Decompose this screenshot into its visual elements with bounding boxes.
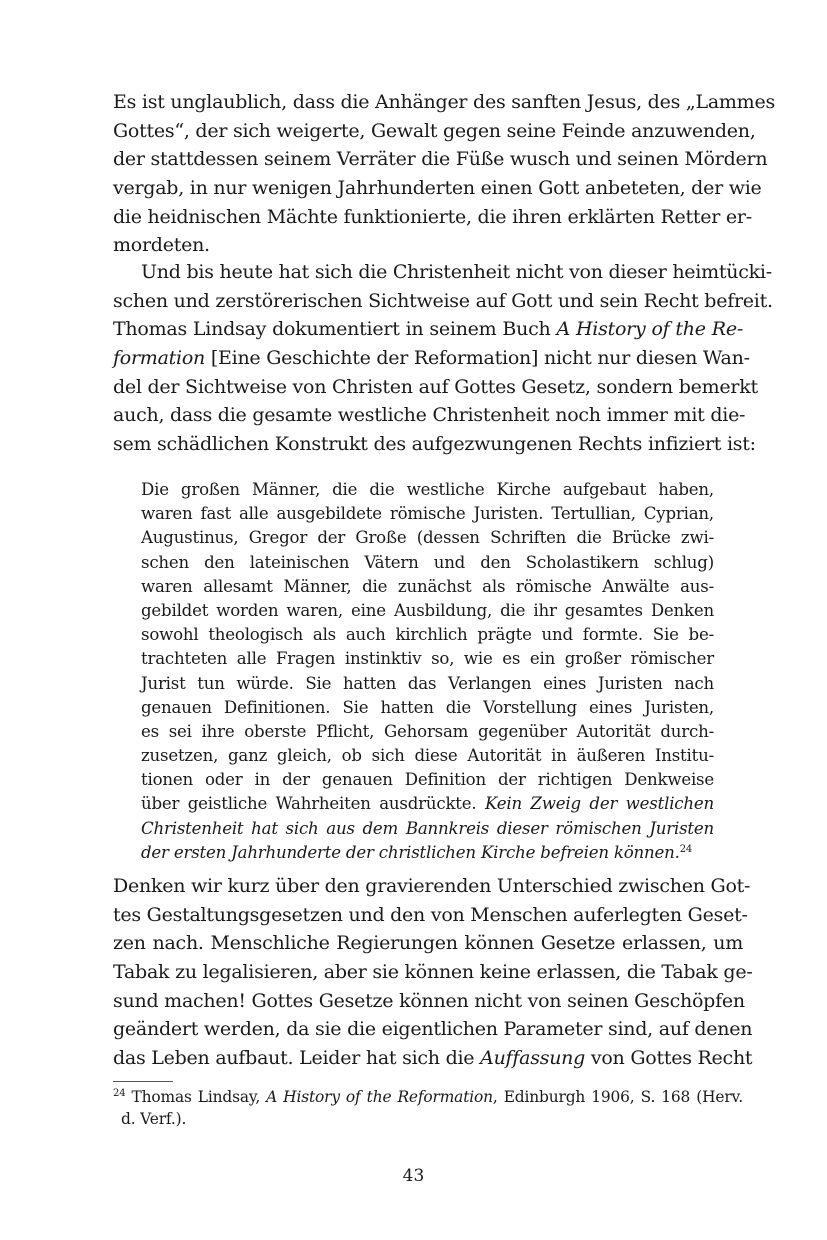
text-line: die heidnischen Mächte funktionierte, die ihren erklärten Retter er- <box>113 205 752 228</box>
text-run: das Leben aufbaut. Leider hat sich die <box>113 1047 481 1070</box>
footnote-details: , Edinburgh 1906, S. 168 (Herv. <box>492 1088 743 1106</box>
text-line <box>113 315 743 344</box>
footnote-line <box>113 1086 743 1108</box>
quote-line: genauen Definitionen. Sie hatten die Vorstellung eines Juristen, <box>141 697 714 717</box>
text-line <box>113 344 750 373</box>
text-line: geändert werden, da sie die eigentlichen Parameter sind, auf denen <box>113 1018 753 1041</box>
quote-line <box>141 817 714 841</box>
paragraph-2 <box>113 258 773 459</box>
text-line: sund machen! Gottes Gesetze können nicht von seinen Geschöpfen <box>113 989 745 1012</box>
book-title: formation <box>113 347 206 370</box>
footnote-divider <box>113 1081 173 1082</box>
emphasis-run: Auffassung <box>480 1047 586 1070</box>
text-line <box>113 1044 753 1073</box>
quote-line: trachteten alle Fragen instinktiv so, wie es ein großer römischer <box>141 649 714 669</box>
quote-line <box>141 792 714 816</box>
text-line: Und bis heute hat sich die Christenheit nicht von dieser heimtücki- <box>141 261 772 283</box>
footnote <box>113 1086 743 1130</box>
text-run: von Gottes Recht <box>585 1047 753 1070</box>
text-line: tes Gestaltungsgesetzen und den von Menschen auferlegten Geset- <box>113 903 748 926</box>
paragraph-3 <box>113 872 753 1073</box>
paragraph-1 <box>113 88 775 260</box>
quote-line: gebildet worden waren, eine Ausbildung, die ihr gesamtes Denken <box>141 600 714 620</box>
footnote-line: d. Verf.). <box>121 1110 187 1128</box>
text-line: mordeten. <box>113 234 210 257</box>
quote-line: waren allesamt Männer, die zunächst als römische Anwälte aus- <box>141 576 714 596</box>
text-line: Es ist unglaublich, dass die Anhänger des sanften Jesus, des „Lammes <box>113 91 775 113</box>
text-run: Thomas Lindsay dokumentiert in seinem Buch <box>113 318 557 341</box>
quote-line: sowohl theologisch als auch kirchlich prägte und formte. Sie be- <box>141 625 714 645</box>
book-title: A History of the Re- <box>556 318 743 341</box>
text-line: del der Sichtweise von Christen auf Gottes Gesetz, sondern bemerkt <box>113 375 758 398</box>
quote-line: tionen oder in der genauen Definition der richtigen Denkweise <box>141 770 714 790</box>
footnote-author: Thomas Lindsay, <box>131 1088 267 1106</box>
emphasis-run: Christenheit hat sich aus dem Bannkreis dieser römischen Juristen <box>141 818 714 838</box>
emphasis-run: der ersten Jahrhunderte der christlichen Kirche befreien können. <box>141 842 680 862</box>
text-line: auch, dass die gesamte westliche Christenheit noch immer mit die- <box>113 404 746 427</box>
footnote-number: 24 <box>113 1088 126 1099</box>
text-line: schen und zerstörerischen Sichtweise auf Gott und sein Recht befreit. <box>113 289 773 312</box>
quote-line: es sei ihre oberste Pflicht, Gehorsam gegenüber Autorität durch- <box>141 721 714 741</box>
footnote-title: A History of the Reformation <box>266 1088 493 1106</box>
text-line: Tabak zu legalisieren, aber sie können keine erlassen, die Tabak ge- <box>113 961 753 984</box>
emphasis-run: Kein Zweig der westlichen <box>484 794 714 814</box>
text-line: der stattdessen seinem Verräter die Füße wusch und seinen Mördern <box>113 148 768 171</box>
block-quote <box>141 478 714 865</box>
quote-line: schen den lateinischen Vätern und den Scholastikern schlug) <box>141 552 714 572</box>
quote-line: Augustinus, Gregor der Große (dessen Schriften die Brücke zwi- <box>141 528 714 548</box>
quote-line: Jurist tun würde. Sie hatten das Verlangen eines Juristen nach <box>141 673 714 693</box>
page-number: 43 <box>402 1166 425 1186</box>
text-line: zen nach. Menschliche Regierungen können Gesetze erlassen, um <box>113 932 743 955</box>
text-run: [Eine Geschichte der Reformation] nicht nur diesen Wan- <box>205 347 750 370</box>
quote-line: zusetzen, ganz gleich, ob sich diese Autorität in äußeren Institu- <box>141 746 714 766</box>
footnote-ref[interactable]: 24 <box>679 843 693 855</box>
quote-line: Die großen Männer, die die westliche Kirche aufgebaut haben, <box>141 480 714 499</box>
quote-line: waren fast alle ausgebildete römische Juristen. Tertullian, Cyprian, <box>141 504 714 524</box>
text-line: Denken wir kurz über den gravierenden Unterschied zwischen Got- <box>113 875 751 897</box>
text-line: Gottes“, der sich weigerte, Gewalt gegen seine Feinde anzuwenden, <box>113 119 756 142</box>
quote-line <box>141 841 714 865</box>
text-line: vergab, in nur wenigen Jahrhunderten einen Gott anbeteten, der wie <box>113 177 762 200</box>
text-run: über geistliche Wahrheiten ausdrückte. <box>141 794 485 814</box>
text-line: sem schädlichen Konstrukt des aufgezwungenen Rechts infiziert ist: <box>113 433 756 456</box>
